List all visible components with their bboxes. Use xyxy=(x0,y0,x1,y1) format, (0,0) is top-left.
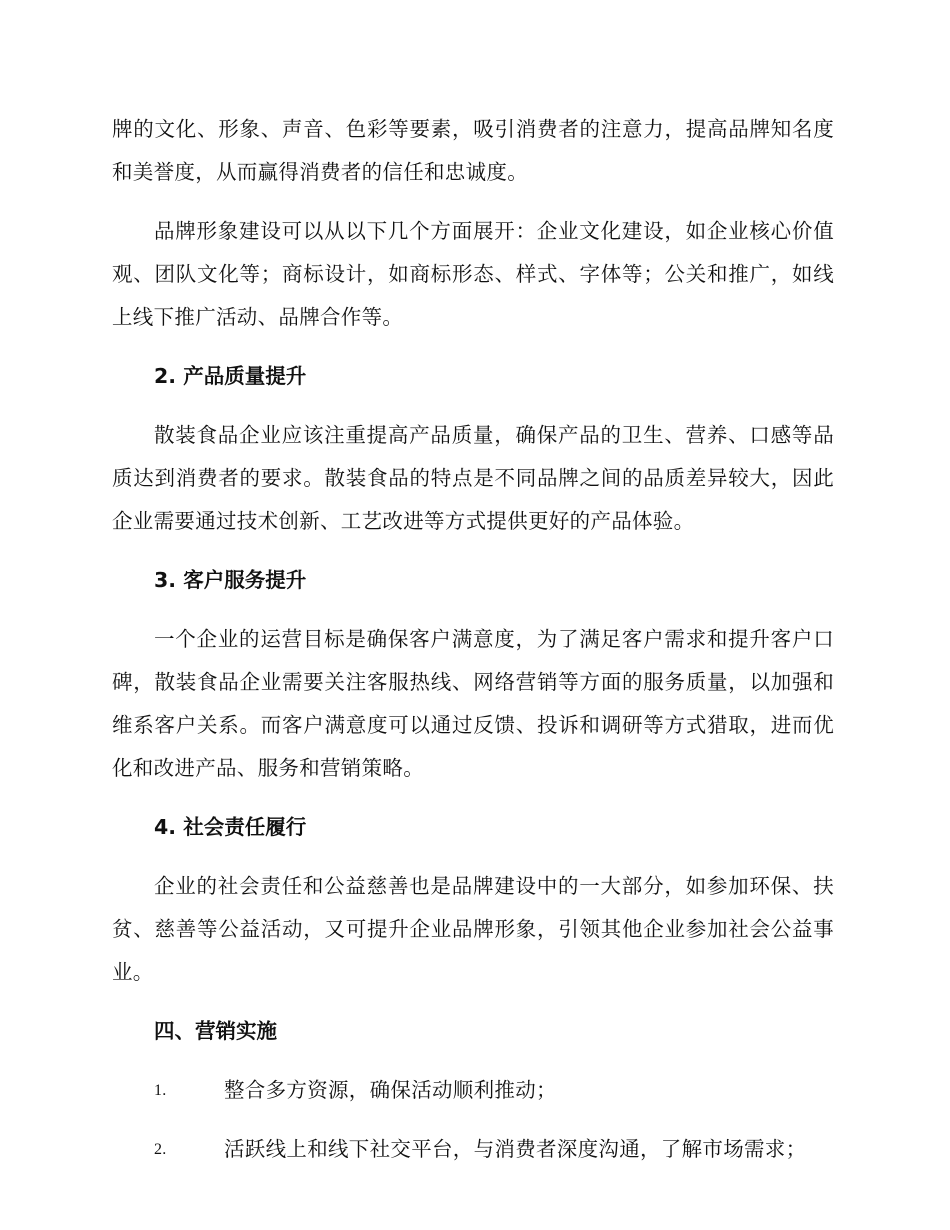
list-item xyxy=(154,1069,834,1112)
list-item xyxy=(154,1128,834,1171)
paragraph-brand-elements: 牌的文化、形象、声音、色彩等要素，吸引消费者的注意力，提高品牌知名度和美誉度，从而赢得消费者的信任和忠诚度。 xyxy=(112,117,834,184)
heading-product-quality: 2. 产品质量提升 xyxy=(154,364,307,388)
document-body xyxy=(112,108,834,1187)
paragraph-customer-service: 一个企业的运营目标是确保客户满意度，为了满足客户需求和提升客户口碑，散装食品企业需要关注客服热线、网络营销等方面的服务质量，以加强和维系客户关系。而客户满意度可以通过反馈、投诉和调研等方式猎取，进而优化和改进产品、服务和营销策略。 xyxy=(112,627,834,780)
list-text: 活跃线上和线下社交平台，与消费者深度沟通，了解市场需求； xyxy=(224,1137,807,1161)
section-heading-marketing: 四、营销实施 xyxy=(154,1019,277,1043)
paragraph-social-responsibility: 企业的社会责任和公益慈善也是品牌建设中的一大部分，如参加环保、扶贫、慈善等公益活动，又可提升企业品牌形象，引领其他企业参加社会公益事业。 xyxy=(112,874,834,984)
heading-social-responsibility: 4. 社会责任履行 xyxy=(154,815,307,839)
list-number: 1. xyxy=(154,1082,167,1099)
paragraph-brand-image: 品牌形象建设可以从以下几个方面展开：企业文化建设，如企业核心价值观、团队文化等；商标设计，如商标形态、样式、字体等；公关和推广，如线上线下推广活动、品牌合作等。 xyxy=(112,219,834,329)
list-text: 整合多方资源，确保活动顺利推动； xyxy=(224,1078,557,1102)
list-number: 2. xyxy=(154,1141,167,1158)
heading-customer-service: 3. 客户服务提升 xyxy=(154,568,307,592)
paragraph-product-quality: 散装食品企业应该注重提高产品质量，确保产品的卫生、营养、口感等品质达到消费者的要求。散装食品的特点是不同品牌之间的品质差异较大，因此企业需要通过技术创新、工艺改进等方式提供更好的产品体验。 xyxy=(112,423,834,533)
